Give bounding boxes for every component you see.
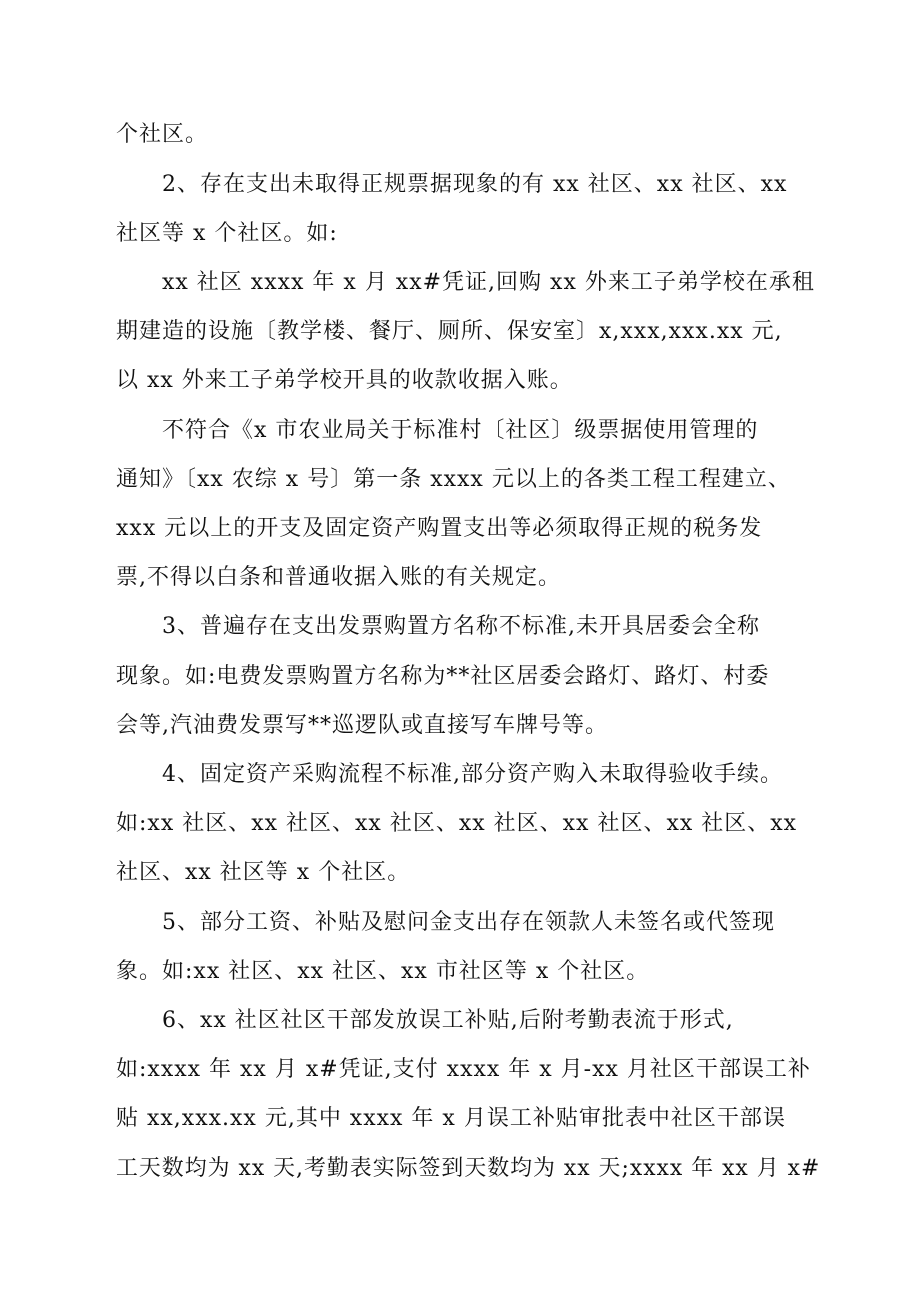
text-line: 6、xx 社区社区干部发放误工补贴,后附考勤表流于形式, <box>162 1008 734 1033</box>
text-line: 社区等 x 个社区。如: <box>116 221 338 246</box>
text-line: 如:xxxx 年 xx 月 x#凭证,支付 xxxx 年 x 月-xx 月社区干部误工补 <box>116 1057 811 1082</box>
text-line: 社区、xx 社区等 x 个社区。 <box>116 860 411 885</box>
text-line: 个社区。 <box>116 122 209 147</box>
text-line: 通知》〔xx 农综 x 号〕第一条 xxxx 元以上的各类工程工程建立、 <box>116 467 791 492</box>
text-line: xx 社区 xxxx 年 x 月 xx#凭证,回购 xx 外来工子弟学校在承租 <box>162 270 815 295</box>
text-line: 票,不得以白条和普通收据入账的有关规定。 <box>116 565 561 590</box>
text-line: 贴 xx,xxx.xx 元,其中 xxxx 年 x 月误工补贴审批表中社区干部误 <box>116 1106 786 1131</box>
text-line: 2、存在支出未取得正规票据现象的有 xx 社区、xx 社区、xx <box>162 172 788 197</box>
text-line: 如:xx 社区、xx 社区、xx 社区、xx 社区、xx 社区、xx 社区、xx <box>116 811 798 836</box>
text-line: 不符合《x 市农业局关于标准村〔社区〕级票据使用管理的 <box>162 418 759 443</box>
text-line: 3、普遍存在支出发票购置方名称不标准,未开具居委会全称 <box>162 614 760 639</box>
text-line: 现象。如:电费发票购置方名称为**社区居委会路灯、路灯、村委 <box>116 664 770 689</box>
text-line: 5、部分工资、补贴及慰问金支出存在领款人未签名或代签现 <box>162 910 775 935</box>
text-line: 4、固定资产采购流程不标准,部分资产购入未取得验收手续。 <box>162 762 783 787</box>
text-line: 期建造的设施〔教学楼、餐厅、厕所、保安室〕x,xxx,xxx.xx 元, <box>116 319 783 344</box>
text-line: 以 xx 外来工子弟学校开具的收款收据入账。 <box>116 368 573 393</box>
text-line: 会等,汽油费发票写**巡逻队或直接写车牌号等。 <box>116 713 608 738</box>
text-line: xxx 元以上的开支及固定资产购置支出等必须取得正规的税务发 <box>116 516 763 541</box>
text-line: 工天数均为 xx 天,考勤表实际签到天数均为 xx 天;xxxx 年 xx 月 x# <box>116 1156 821 1181</box>
text-line: 象。如:xx 社区、xx 社区、xx 市社区等 x 个社区。 <box>116 959 650 984</box>
